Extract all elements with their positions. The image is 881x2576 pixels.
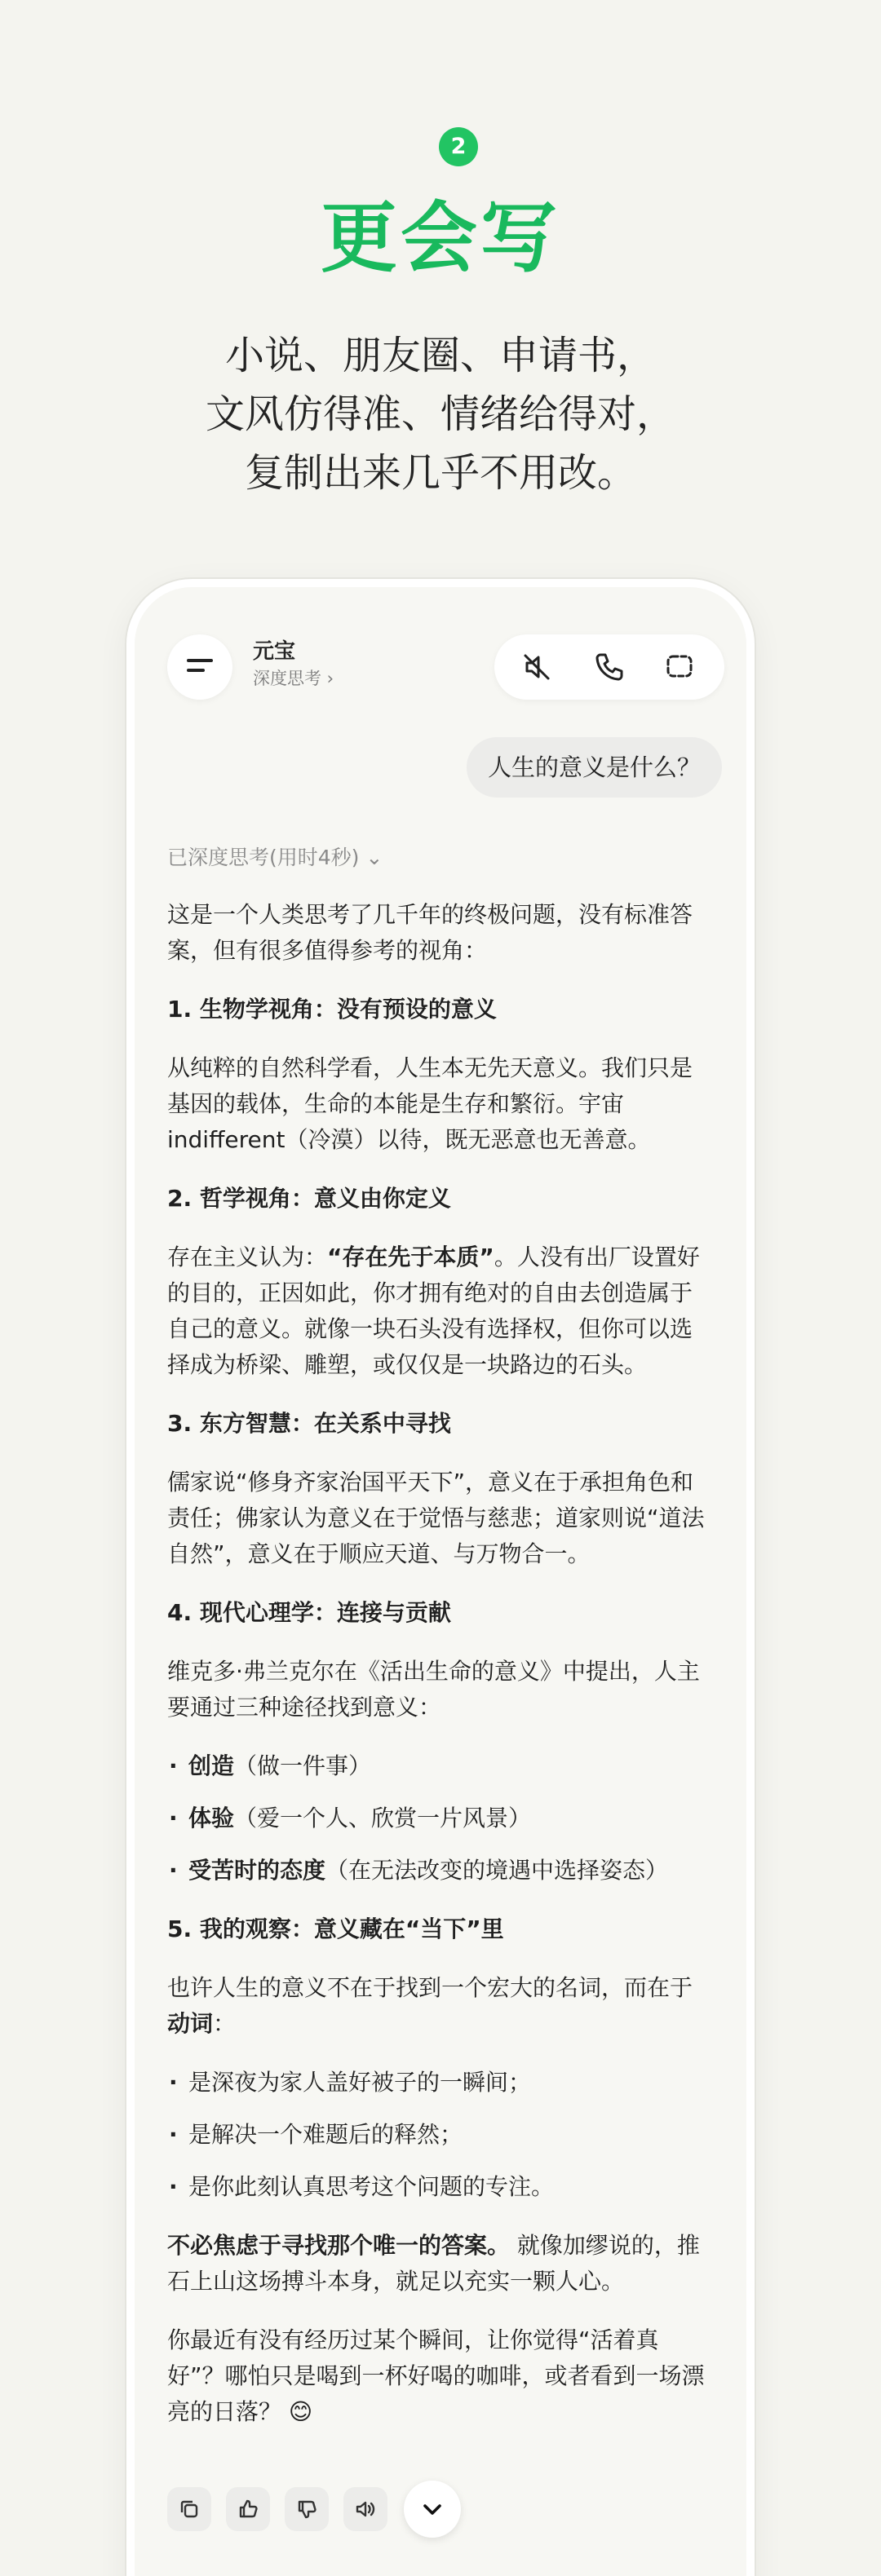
share-icon[interactable] (664, 651, 697, 683)
follow-up-question: 你最近有没有经历过某个瞬间，让你觉得“活着真好”？哪怕只是喝到一杯好喝的咖啡，或者看到一场漂亮的日落？ 😊 (167, 2326, 705, 2425)
section-heading: 4. 现代心理学：连接与贡献 (167, 1599, 451, 1626)
header-actions (494, 634, 724, 700)
section-heading: 3. 东方智慧：在关系中寻找 (167, 1410, 451, 1437)
scroll-down-icon (421, 2499, 444, 2519)
list-item: · 体验（爱一个人、欣赏一片风景） (167, 1801, 706, 1836)
speaker-icon (354, 2498, 377, 2521)
chat-screen (135, 587, 746, 2576)
like-button[interactable] (226, 2487, 270, 2531)
section-heading: 1. 生物学视角：没有预设的意义 (167, 996, 497, 1023)
section-heading: 2. 哲学视角：意义由你定义 (167, 1185, 451, 1212)
user-message-bubble: 人生的意义是什么？ (467, 737, 722, 798)
phone-icon[interactable] (592, 651, 625, 683)
step-number-badge: 2 (439, 127, 478, 166)
list-item: · 创造（做一件事） (167, 1748, 706, 1784)
mode-selector[interactable]: 深度思考 › (253, 669, 334, 688)
section-body: 也许人生的意义不在于找到一个宏大的名词，而在于动词： (167, 1974, 693, 2037)
copy-icon (178, 2498, 201, 2521)
thumbs-up-icon (237, 2498, 259, 2521)
section-body: 存在主义认为：“存在先于本质”。人没有出厂设置好的目的，正因如此，你才拥有绝对的自由去创造属于自己的意义。就像一块石头没有选择权，但你可以选择成为桥梁、雕塑，或仅仅是一块路边的石头。 (167, 1244, 700, 1378)
hero-subtitle-line: 文风仿得准、情绪给得对， (205, 391, 675, 437)
section-heading: 5. 我的观察：意义藏在“当下”里 (167, 1915, 504, 1942)
dislike-button[interactable] (285, 2487, 329, 2531)
mute-icon[interactable] (520, 651, 553, 683)
thinking-toggle[interactable]: 已深度思考(用时4秒) ⌄ (167, 846, 383, 869)
answer-intro: 这是一个人类思考了几千年的终极问题，没有标准答案，但有很多值得参考的视角： (167, 901, 693, 964)
hero-subtitle-line: 复制出来几乎不用改。 (244, 450, 636, 496)
section-body: 维克多·弗兰克尔在《活出生命的意义》中提出，人主要通过三种途径找到意义： (167, 1658, 700, 1721)
hero-title: 更会写 (320, 194, 560, 283)
app-name: 元宝 (253, 639, 296, 664)
section-body: 从纯粹的自然科学看，人生本无先天意义。我们只是基因的载体，生命的本能是生存和繁衍。宇宙indifferent（冷漠）以待，既无恶意也无善意。 (167, 1054, 693, 1153)
list-item: · 是深夜为家人盖好被子的一瞬间； (167, 2065, 706, 2101)
hero-subtitle-line: 小说、朋友圈、申请书， (224, 333, 656, 378)
read-aloud-button[interactable] (343, 2487, 387, 2531)
section-body: 儒家说“修身齐家治国平天下”，意义在于承担角色和责任；佛家认为意义在于觉悟与慈悲；道家则说“道法自然”，意义在于顺应天道、与万物合一。 (167, 1469, 705, 1567)
copy-button[interactable] (167, 2487, 211, 2531)
hero-subtitle (0, 326, 881, 502)
thumbs-down-icon (295, 2498, 318, 2521)
assistant-answer (167, 897, 706, 2453)
hero-section (0, 0, 881, 571)
scroll-to-bottom-button[interactable] (404, 2481, 461, 2538)
menu-icon (187, 656, 213, 678)
list-item: · 是解决一个难题后的释然； (167, 2117, 706, 2153)
phone-mockup (126, 579, 755, 2576)
list-item: · 受苦时的态度（在无法改变的境遇中选择姿态） (167, 1853, 706, 1889)
closing-paragraph: 不必焦虑于寻找那个唯一的答案。 就像加缪说的，推石上山这场搏斗本身，就足以充实一颗人心。 (167, 2232, 700, 2295)
menu-button[interactable] (167, 634, 232, 700)
list-item: · 是你此刻认真思考这个问题的专注。 (167, 2169, 706, 2205)
